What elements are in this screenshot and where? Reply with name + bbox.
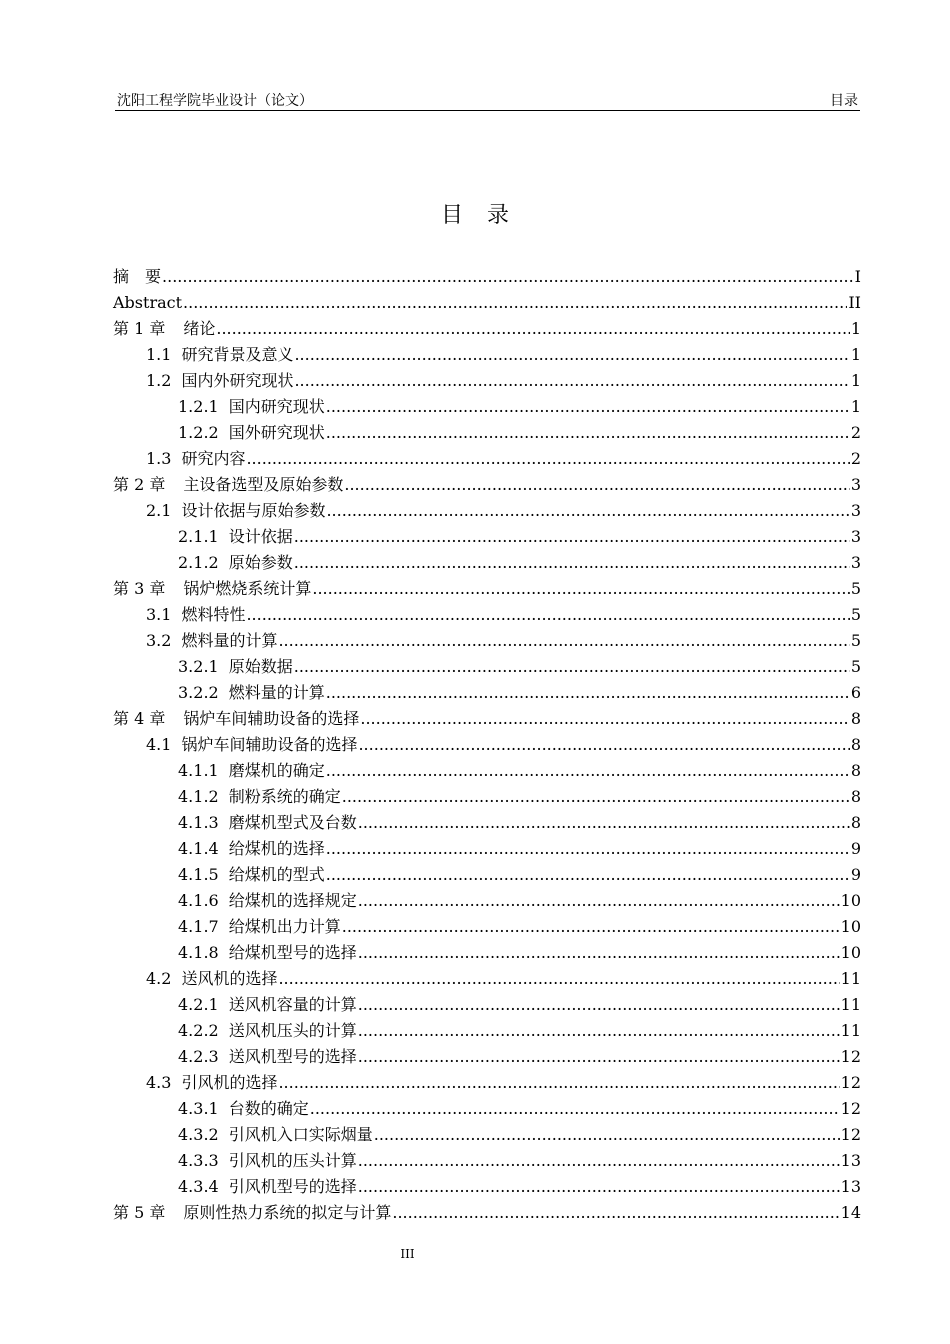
toc-entry[interactable] xyxy=(113,264,861,290)
toc-entry-number: 2.1.1 xyxy=(178,527,219,546)
toc-entry-title: 送风机的选择 xyxy=(181,969,278,988)
toc-entry-number: 第 5 章 xyxy=(113,1203,166,1222)
toc-entry-page: 10 xyxy=(840,917,861,936)
toc-dot-leader xyxy=(358,992,840,1018)
toc-entry-title: 给煤机的选择规定 xyxy=(228,891,357,910)
toc-entry[interactable] xyxy=(113,498,861,524)
toc-entry[interactable] xyxy=(113,758,861,784)
toc-entry-number: 1.1 xyxy=(146,345,172,364)
toc-dot-leader xyxy=(342,784,850,810)
toc-entry-title: 引风机的压头计算 xyxy=(228,1151,357,1170)
toc-entry-page: 8 xyxy=(850,787,861,806)
toc-entry-title: 研究背景及意义 xyxy=(181,345,294,364)
toc-entry-title: 引风机的选择 xyxy=(181,1073,278,1092)
toc-entry-number: 4.1.8 xyxy=(178,943,219,962)
toc-entry-number: 4.3.3 xyxy=(178,1151,219,1170)
toc-entry-page: 9 xyxy=(850,865,861,884)
toc-dot-leader xyxy=(358,732,849,758)
toc-dot-leader xyxy=(216,316,849,342)
toc-dot-leader xyxy=(294,342,849,368)
toc-entry[interactable] xyxy=(113,1122,861,1148)
toc-entry-number: 4.3.4 xyxy=(178,1177,219,1196)
toc-entry-page: 13 xyxy=(840,1151,861,1170)
toc-entry-title: 绪论 xyxy=(183,319,216,338)
page-number: III xyxy=(400,1247,415,1261)
page-header xyxy=(115,92,860,111)
toc-entry[interactable] xyxy=(113,446,861,472)
toc-entry[interactable] xyxy=(113,1096,861,1122)
toc-entry[interactable] xyxy=(113,290,861,316)
toc-entry-page: 2 xyxy=(850,449,861,468)
toc-entry-title: 燃料特性 xyxy=(181,605,246,624)
toc-entry[interactable] xyxy=(113,550,861,576)
toc-dot-leader xyxy=(294,524,850,550)
toc-entry-title: 原始数据 xyxy=(228,657,293,676)
toc-entry-title: 燃料量的计算 xyxy=(228,683,325,702)
toc-dot-leader xyxy=(342,914,840,940)
toc-entry-page: 11 xyxy=(840,995,861,1014)
toc-entry-page: 5 xyxy=(850,657,861,676)
toc-entry-number: 4.3.2 xyxy=(178,1125,219,1144)
toc-entry-page: 10 xyxy=(840,891,861,910)
toc-dot-leader xyxy=(278,1070,839,1096)
toc-entry-number: 1.2.1 xyxy=(178,397,219,416)
toc-entry-page: 8 xyxy=(850,709,861,728)
toc-dot-leader xyxy=(358,888,840,914)
toc-entry[interactable] xyxy=(113,810,861,836)
toc-dot-leader xyxy=(358,1044,840,1070)
toc-entry[interactable] xyxy=(113,654,861,680)
toc-entry[interactable] xyxy=(113,1148,861,1174)
toc-entry-title: Abstract xyxy=(113,293,183,312)
toc-entry-number: 4.2.1 xyxy=(178,995,219,1014)
toc-dot-leader xyxy=(358,1174,840,1200)
header-school-title: 沈阳工程学院毕业设计（论文） xyxy=(117,93,313,109)
toc-entry[interactable] xyxy=(113,940,861,966)
toc-entry-page: 11 xyxy=(840,1021,861,1040)
toc-dot-leader xyxy=(326,862,850,888)
toc-entry-title: 磨煤机的确定 xyxy=(228,761,325,780)
toc-entry[interactable] xyxy=(113,1200,861,1226)
toc-entry-number: 第 1 章 xyxy=(113,319,166,338)
toc-entry[interactable] xyxy=(113,680,861,706)
toc-entry-title: 制粉系统的确定 xyxy=(228,787,341,806)
toc-entry-title: 送风机压头的计算 xyxy=(228,1021,357,1040)
toc-entry[interactable] xyxy=(113,1070,861,1096)
toc-entry-page: 1 xyxy=(850,371,861,390)
toc-entry-title: 引风机型号的选择 xyxy=(228,1177,357,1196)
toc-entry[interactable] xyxy=(113,992,861,1018)
toc-entry-number: 3.2.2 xyxy=(178,683,219,702)
toc-entry[interactable] xyxy=(113,342,861,368)
toc-entry-title: 送风机容量的计算 xyxy=(228,995,357,1014)
toc-entry[interactable] xyxy=(113,1044,861,1070)
toc-entry-page: 2 xyxy=(850,423,861,442)
toc-entry-number: 4.1.3 xyxy=(178,813,219,832)
toc-dot-leader xyxy=(294,368,849,394)
toc-entry-page: 3 xyxy=(850,527,861,546)
toc-entry[interactable] xyxy=(113,576,861,602)
toc-entry-page: 5 xyxy=(850,579,861,598)
toc-entry-page: 12 xyxy=(840,1125,861,1144)
toc-entry-number: 第 2 章 xyxy=(113,475,166,494)
toc-entry-number: 4.1.2 xyxy=(178,787,219,806)
toc-entry-number: 4.3 xyxy=(146,1073,172,1092)
toc-dot-leader xyxy=(326,758,850,784)
toc-entry-title: 设计依据 xyxy=(228,527,293,546)
toc-entry-title: 研究内容 xyxy=(181,449,246,468)
toc-entry-page: 9 xyxy=(850,839,861,858)
toc-entry-page: 10 xyxy=(840,943,861,962)
toc-dot-leader xyxy=(246,602,849,628)
toc-dot-leader xyxy=(326,498,849,524)
toc-dot-leader xyxy=(358,1148,840,1174)
toc-entry-number: 1.3 xyxy=(146,449,172,468)
toc-entry-page: 14 xyxy=(840,1203,861,1222)
toc-entry-page: 3 xyxy=(850,553,861,572)
toc-entry-number: 1.2.2 xyxy=(178,423,219,442)
toc-entry-title: 原则性热力系统的拟定与计算 xyxy=(183,1203,392,1222)
toc-entry-page: 8 xyxy=(850,813,861,832)
toc-entry[interactable] xyxy=(113,1174,861,1200)
toc-entry-title: 引风机入口实际烟量 xyxy=(228,1125,373,1144)
toc-entry[interactable] xyxy=(113,394,861,420)
toc-entry-number: 4.2 xyxy=(146,969,172,988)
toc-entry-number: 2.1 xyxy=(146,501,172,520)
toc-dot-leader xyxy=(278,628,849,654)
toc-entry-title: 国内研究现状 xyxy=(228,397,325,416)
toc-dot-leader xyxy=(278,966,839,992)
toc-entry-number: 4.1.5 xyxy=(178,865,219,884)
toc-entry-number: 4.1.7 xyxy=(178,917,219,936)
toc-entry[interactable] xyxy=(113,1018,861,1044)
toc-entry[interactable] xyxy=(113,888,861,914)
toc-entry-number: 4.3.1 xyxy=(178,1099,219,1118)
toc-entry-title: 给煤机型号的选择 xyxy=(228,943,357,962)
toc-entry[interactable] xyxy=(113,706,861,732)
toc-dot-leader xyxy=(326,836,850,862)
toc-entry-page: 1 xyxy=(850,319,861,338)
toc-entry-page: 11 xyxy=(840,969,861,988)
toc-entry[interactable] xyxy=(113,862,861,888)
toc-entry-title: 锅炉车间辅助设备的选择 xyxy=(181,735,358,754)
toc-dot-leader xyxy=(246,446,849,472)
toc-entry-page: I xyxy=(854,267,861,286)
toc-entry-number: 3.1 xyxy=(146,605,172,624)
toc-entry-number: 4.1.1 xyxy=(178,761,219,780)
toc-entry-page: II xyxy=(848,293,861,312)
toc-entry-title: 送风机型号的选择 xyxy=(228,1047,357,1066)
toc-entry-page: 1 xyxy=(850,397,861,416)
toc-dot-leader xyxy=(294,654,850,680)
toc-entry-number: 第 3 章 xyxy=(113,579,166,598)
toc-entry-page: 13 xyxy=(840,1177,861,1196)
table-of-contents xyxy=(113,264,861,1226)
toc-entry-number: 4.1 xyxy=(146,735,172,754)
toc-entry-title: 国外研究现状 xyxy=(228,423,325,442)
toc-entry[interactable] xyxy=(113,732,861,758)
toc-entry-title: 磨煤机型式及台数 xyxy=(228,813,357,832)
toc-entry-number: 4.1.6 xyxy=(178,891,219,910)
toc-entry-number: 4.1.4 xyxy=(178,839,219,858)
toc-dot-leader xyxy=(326,680,850,706)
toc-entry-title: 主设备选型及原始参数 xyxy=(183,475,344,494)
toc-entry-title: 原始参数 xyxy=(228,553,293,572)
toc-dot-leader xyxy=(360,706,849,732)
toc-entry[interactable] xyxy=(113,628,861,654)
toc-entry-number: 第 4 章 xyxy=(113,709,166,728)
toc-entry-title: 锅炉车间辅助设备的选择 xyxy=(183,709,360,728)
toc-dot-leader xyxy=(312,576,849,602)
toc-entry-title: 台数的确定 xyxy=(228,1099,309,1118)
toc-entry-title: 给煤机的型式 xyxy=(228,865,325,884)
toc-entry-page: 12 xyxy=(840,1099,861,1118)
toc-entry-page: 6 xyxy=(850,683,861,702)
toc-entry-number: 1.2 xyxy=(146,371,172,390)
toc-dot-leader xyxy=(326,394,850,420)
toc-entry-number: 2.1.2 xyxy=(178,553,219,572)
toc-entry[interactable] xyxy=(113,914,861,940)
toc-entry-title: 燃料量的计算 xyxy=(181,631,278,650)
toc-entry-page: 8 xyxy=(850,761,861,780)
toc-entry-title: 锅炉燃烧系统计算 xyxy=(183,579,312,598)
toc-entry-number: 3.2.1 xyxy=(178,657,219,676)
toc-entry[interactable] xyxy=(113,784,861,810)
toc-dot-leader xyxy=(358,810,850,836)
toc-entry-page: 8 xyxy=(850,735,861,754)
toc-entry-number: 4.2.3 xyxy=(178,1047,219,1066)
toc-dot-leader xyxy=(374,1122,840,1148)
toc-entry-title: 给煤机出力计算 xyxy=(228,917,341,936)
toc-entry[interactable] xyxy=(113,966,861,992)
toc-entry-title: 摘 要 xyxy=(113,267,162,286)
toc-entry-page: 12 xyxy=(840,1047,861,1066)
toc-dot-leader xyxy=(326,420,850,446)
toc-entry[interactable] xyxy=(113,524,861,550)
toc-entry-page: 5 xyxy=(850,631,861,650)
toc-entry-page: 3 xyxy=(850,475,861,494)
toc-entry[interactable] xyxy=(113,420,861,446)
toc-dot-leader xyxy=(294,550,850,576)
toc-entry-title: 给煤机的选择 xyxy=(228,839,325,858)
toc-entry-number: 4.2.2 xyxy=(178,1021,219,1040)
toc-entry[interactable] xyxy=(113,316,861,342)
toc-entry[interactable] xyxy=(113,836,861,862)
toc-entry-title: 国内外研究现状 xyxy=(181,371,294,390)
header-section-title: 目录 xyxy=(830,93,858,109)
toc-dot-leader xyxy=(162,264,854,290)
toc-entry-page: 1 xyxy=(850,345,861,364)
toc-entry[interactable] xyxy=(113,602,861,628)
toc-entry-number: 3.2 xyxy=(146,631,172,650)
toc-dot-leader xyxy=(344,472,849,498)
toc-dot-leader xyxy=(392,1200,839,1226)
toc-entry-page: 12 xyxy=(840,1073,861,1092)
toc-entry[interactable] xyxy=(113,472,861,498)
toc-entry-page: 3 xyxy=(850,501,861,520)
toc-entry-page: 5 xyxy=(850,605,861,624)
toc-dot-leader xyxy=(310,1096,840,1122)
toc-dot-leader xyxy=(358,940,840,966)
toc-dot-leader xyxy=(183,290,847,316)
page-title: 目录 xyxy=(440,203,533,228)
toc-entry[interactable] xyxy=(113,368,861,394)
toc-dot-leader xyxy=(358,1018,840,1044)
toc-entry-title: 设计依据与原始参数 xyxy=(181,501,326,520)
